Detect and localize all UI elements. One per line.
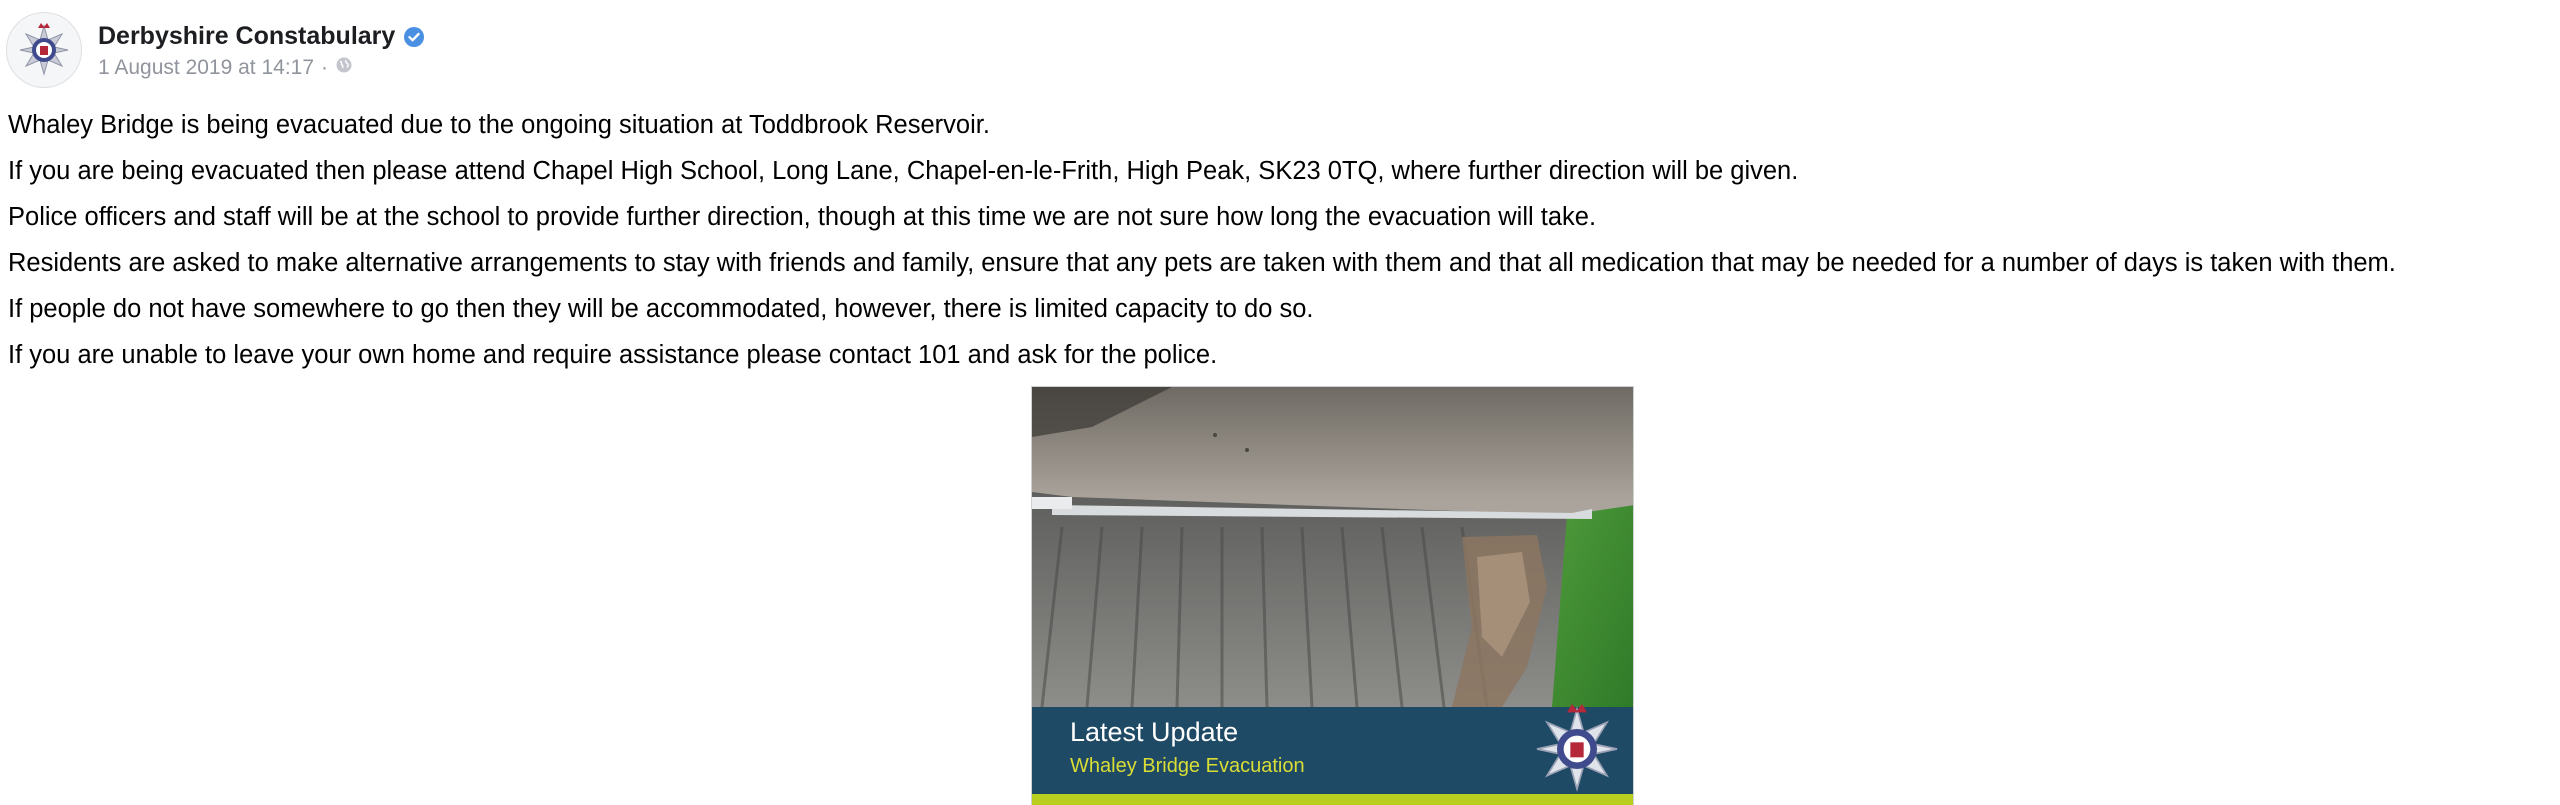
post-paragraph: If you are being evacuated then please attend Chapel High School, Long Lane, Chapel-en-le-Frith, High Peak, SK23 0TQ, where further direction will be given. (8, 157, 1799, 185)
page-name[interactable] (98, 22, 425, 51)
verified-badge-icon (403, 26, 425, 48)
post-paragraph: Police officers and staff will be at the school to provide further direction, though at this time we are not sure how long the evacuation will take. (8, 203, 1597, 231)
banner-subtitle: Whaley Bridge Evacuation (1070, 755, 1305, 777)
post-body (8, 112, 2553, 388)
post-paragraph: If people do not have somewhere to go then they will be accommodated, however, there is limited capacity to do so. (8, 295, 1314, 323)
reservoir-dam-photo (1032, 387, 1634, 707)
globe-icon[interactable] (335, 56, 353, 80)
police-crest-icon (1527, 699, 1627, 804)
page-name-text[interactable]: Derbyshire Constabulary (98, 22, 396, 50)
post-meta (98, 56, 353, 80)
post-timestamp[interactable]: 1 August 2019 at 14:17 (98, 56, 315, 79)
police-crest-icon (14, 20, 74, 80)
meta-separator: · (321, 56, 329, 79)
post-paragraph: Residents are asked to make alternative arrangements to stay with friends and family, ensure that any pets are taken with them and that all medication that may be needed for a number of days is taken with them. (8, 249, 2396, 277)
banner-title: Latest Update (1070, 717, 1239, 747)
page-avatar[interactable] (6, 12, 82, 88)
post-paragraph: Whaley Bridge is being evacuated due to the ongoing situation at Toddbrook Reservoir. (8, 111, 990, 139)
post-paragraph: If you are unable to leave your own home and require assistance please contact 101 and ask for the police. (8, 341, 1218, 369)
image-banner (1032, 707, 1634, 805)
post-image[interactable] (1031, 386, 1634, 805)
